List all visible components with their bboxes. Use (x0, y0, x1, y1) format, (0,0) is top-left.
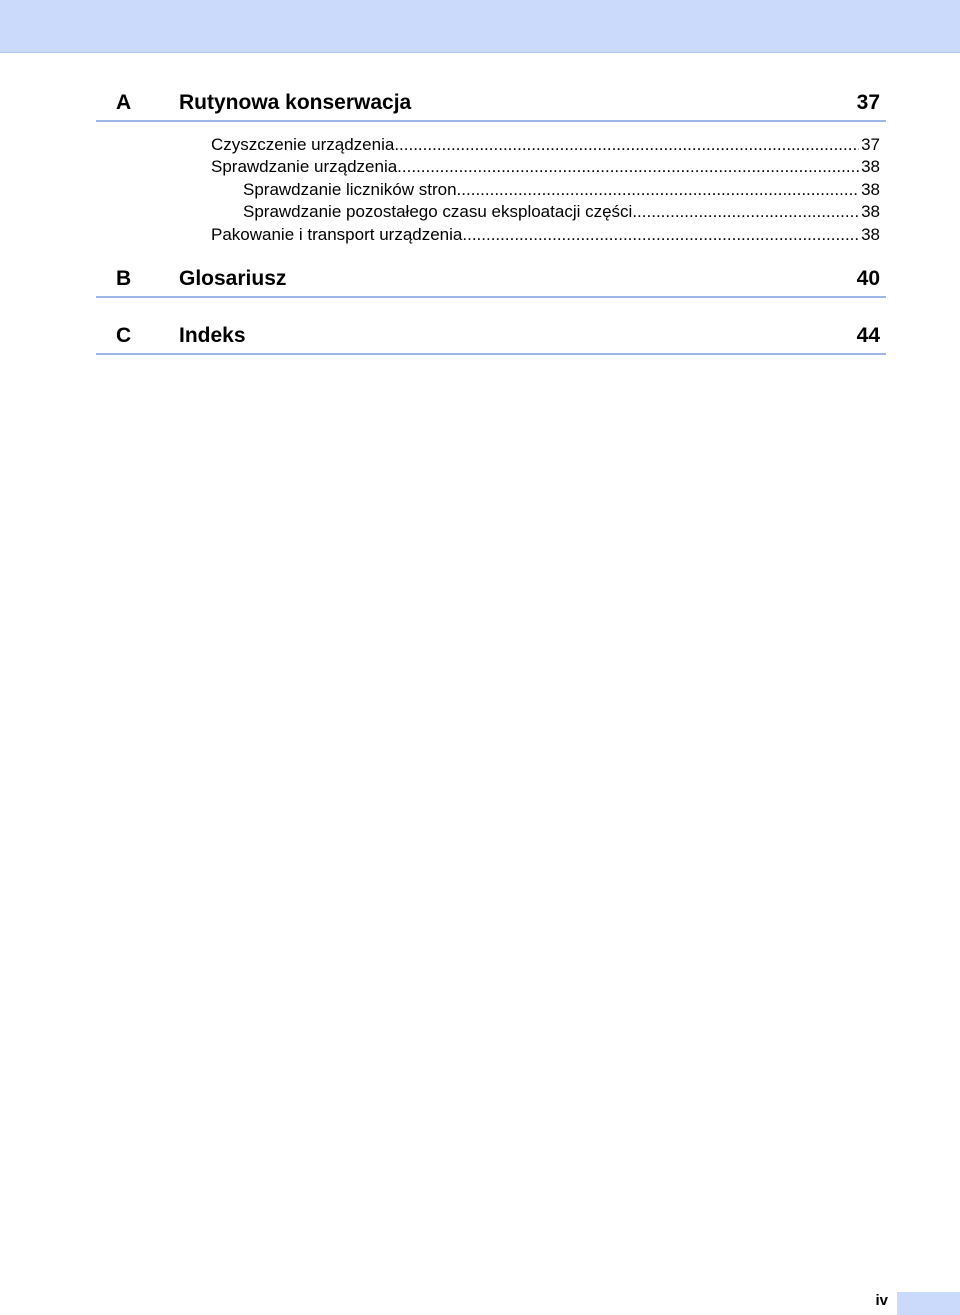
dot-leader (462, 225, 859, 245)
toc-entry-page: 37 (861, 134, 880, 154)
toc-entry-title: Czyszczenie urządzenia (211, 134, 395, 154)
chapter-title[interactable]: Indeks (179, 323, 246, 347)
table-of-contents (96, 86, 886, 355)
footer-tab (897, 1292, 960, 1315)
toc-entry-title: Sprawdzanie pozostałego czasu eksploatacji części (243, 202, 633, 221)
chapter-heading-c (96, 319, 886, 355)
dot-leader (397, 157, 859, 177)
toc-entry[interactable] (96, 155, 886, 178)
toc-entry-page: 38 (861, 179, 880, 199)
toc-entry-title: Sprawdzanie urządzenia (211, 157, 398, 176)
chapter-page-number: 44 (856, 323, 880, 347)
dot-leader (632, 202, 859, 222)
toc-entry[interactable] (96, 132, 886, 155)
toc-entry-title: Pakowanie i transport urządzenia (211, 224, 463, 244)
chapter-letter: B (116, 266, 132, 290)
toc-entry[interactable] (96, 222, 886, 245)
chapter-a-entries (96, 122, 886, 245)
toc-subentry[interactable] (96, 200, 886, 223)
header-banner (0, 0, 960, 53)
chapter-title[interactable]: Rutynowa konserwacja (179, 91, 412, 114)
spacer (96, 245, 886, 262)
chapter-letter: C (116, 323, 132, 347)
chapter-heading-b (96, 262, 886, 298)
toc-entry-page: 38 (861, 202, 880, 221)
toc-entry-page: 38 (861, 224, 880, 244)
chapter-heading-a (96, 86, 886, 122)
chapter-page-number: 40 (856, 266, 880, 290)
chapter-page-number: 37 (856, 91, 880, 114)
dot-leader (394, 135, 859, 155)
spacer (96, 298, 886, 319)
toc-entry-page: 38 (861, 157, 880, 176)
toc-entry-title: Sprawdzanie liczników stron (243, 179, 457, 199)
footer-page-number: iv (875, 1292, 888, 1309)
toc-subentry[interactable] (96, 177, 886, 200)
chapter-letter: A (116, 91, 132, 114)
dot-leader (457, 180, 860, 200)
chapter-title[interactable]: Glosariusz (179, 266, 287, 290)
